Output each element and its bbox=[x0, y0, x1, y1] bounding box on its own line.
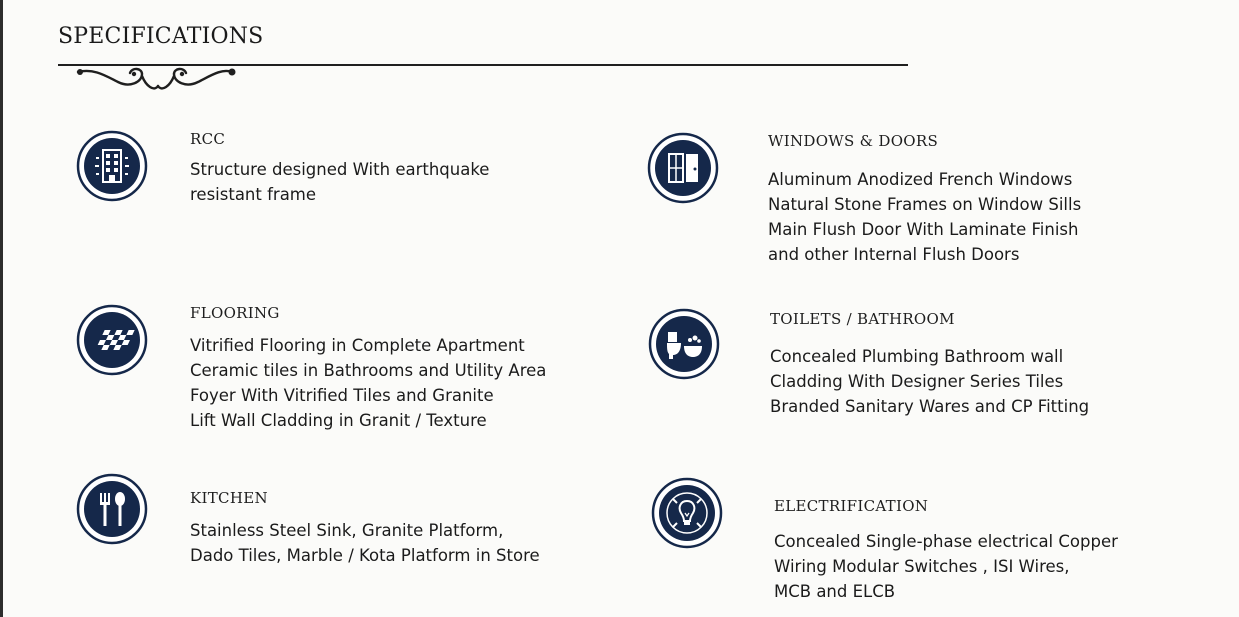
spec-line: MCB and ELCB bbox=[774, 582, 896, 601]
spec-line: Vitrified Flooring in Complete Apartment bbox=[190, 336, 525, 355]
spec-line: Structure designed With earthquake bbox=[190, 160, 490, 179]
door-window-icon bbox=[647, 132, 719, 204]
spec-line: and other Internal Flush Doors bbox=[768, 245, 1020, 264]
building-icon bbox=[76, 130, 148, 202]
spec-line: Stainless Steel Sink, Granite Platform, bbox=[190, 521, 504, 540]
light-bulb-icon bbox=[651, 477, 723, 549]
spec-line: Main Flush Door With Laminate Finish bbox=[768, 220, 1079, 239]
spec-line: Dado Tiles, Marble / Kota Platform in Store bbox=[190, 546, 540, 565]
spec-line: Branded Sanitary Wares and CP Fitting bbox=[770, 397, 1090, 416]
spec-line: Lift Wall Cladding in Granit / Texture bbox=[190, 411, 487, 430]
spec-heading: ELECTRIFICATION bbox=[774, 497, 929, 515]
spec-line: resistant frame bbox=[190, 185, 317, 204]
toilet-bathtub-icon bbox=[648, 308, 720, 380]
page-title: SPECIFICATIONS bbox=[58, 24, 264, 49]
spec-line: Cladding With Designer Series Tiles bbox=[770, 372, 1064, 391]
fork-spoon-icon bbox=[76, 473, 148, 545]
spec-line: Natural Stone Frames on Window Sills bbox=[768, 195, 1082, 214]
spec-heading: TOILETS / BATHROOM bbox=[770, 310, 955, 328]
spec-heading: RCC bbox=[190, 130, 226, 148]
spec-heading: KITCHEN bbox=[190, 489, 268, 507]
spec-line: Ceramic tiles in Bathrooms and Utility Area bbox=[190, 361, 547, 380]
spec-line: Concealed Plumbing Bathroom wall bbox=[770, 347, 1064, 366]
spec-line: Concealed Single-phase electrical Copper bbox=[774, 532, 1118, 551]
checkered-floor-icon bbox=[76, 304, 148, 376]
spec-heading: FLOORING bbox=[190, 304, 280, 322]
spec-line: Wiring Modular Switches , ISI Wires, bbox=[774, 557, 1070, 576]
scroll-ornament-icon bbox=[72, 62, 237, 98]
spec-heading: WINDOWS & DOORS bbox=[768, 132, 939, 150]
spec-line: Aluminum Anodized French Windows bbox=[768, 170, 1073, 189]
spec-line: Foyer With Vitrified Tiles and Granite bbox=[190, 386, 494, 405]
page-edge-rule bbox=[0, 0, 3, 617]
